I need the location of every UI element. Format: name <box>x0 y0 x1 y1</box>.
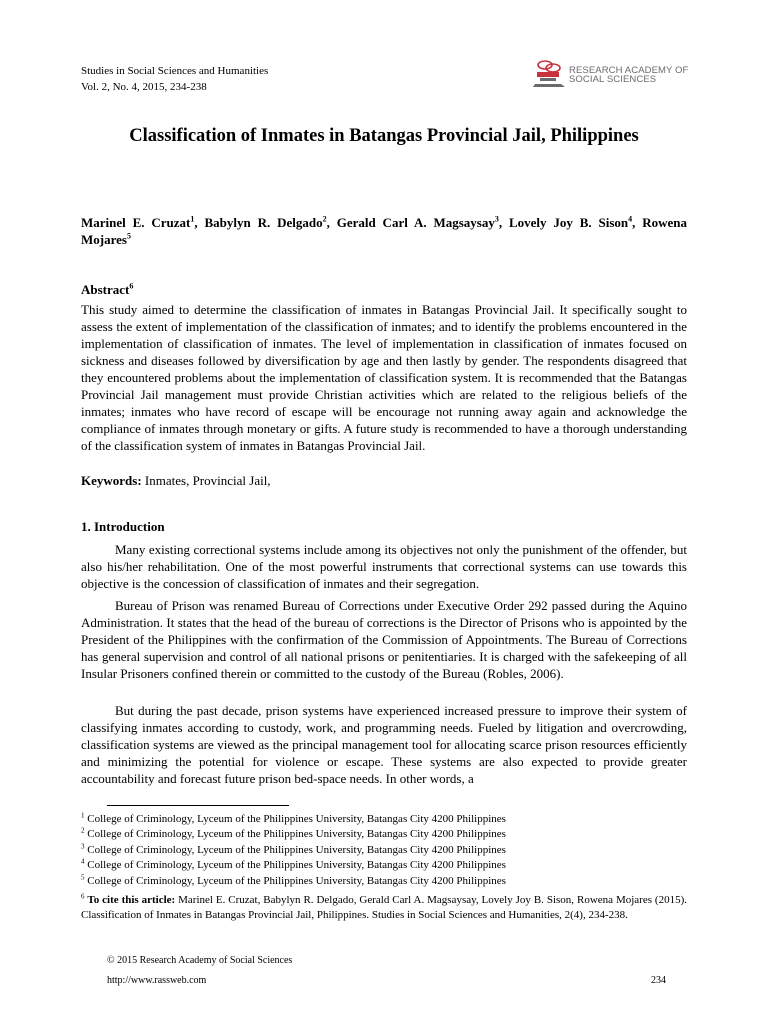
footnote <box>81 843 506 857</box>
author-list <box>81 214 687 248</box>
keywords <box>81 472 687 489</box>
author-separator: , <box>194 215 205 230</box>
footnote-marker: 2 <box>81 826 85 835</box>
footnote-text: College of Criminology, Lyceum of the Philippines University, Batangas City 4200 Philippines <box>84 813 506 825</box>
copyright-notice: © 2015 Research Academy of Social Sciences <box>107 955 293 966</box>
citation-label: To cite this article: <box>87 894 176 906</box>
section-heading-introduction: 1. Introduction <box>81 519 165 534</box>
logo-text-line1: RESEARCH ACADEMY OF <box>569 65 689 76</box>
footnote <box>81 858 506 872</box>
paper-title: Classification of Inmates in Batangas Provincial Jail, Philippines <box>129 126 639 146</box>
footnote-text: College of Criminology, Lyceum of the Philippines University, Batangas City 4200 Philippines <box>84 875 506 887</box>
author-affiliation-marker: 3 <box>494 214 499 224</box>
intro-paragraph-1: Many existing correctional systems include among its objectives not only the punishment of the offender, but also his/her rehabilitation. One of the most powerful instruments that correctional systems can use towards this objective is the concession of classification of inmates and their segregation. <box>81 542 687 591</box>
intro-paragraph-3: But during the past decade, prison systems have experienced increased pressure to improve their system of classifying inmates according to custody, work, and programming needs. Fueled by litigation and overcrowding, classification systems are viewed as the principal management tool for allocating scarce prison resources efficiently and minimizing the potential for violence or escape. These systems are also expected to provide greater accountability and forecast future prison bed-space needs. In other words, a <box>81 703 687 786</box>
footnote-marker: 4 <box>81 857 85 866</box>
author-separator: , <box>326 215 337 230</box>
footnote-text: College of Criminology, Lyceum of the Philippines University, Batangas City 4200 Philippines <box>84 859 506 871</box>
publisher-url[interactable]: http://www.rassweb.com <box>107 975 207 986</box>
footnote-marker: 1 <box>81 811 85 820</box>
page-number: 234 <box>651 975 666 986</box>
abstract-text: This study aimed to determine the classification of inmates in Batangas Provincial Jail. It specifically sought to assess the extent of implementation of the classification of inmates; and to identify the problems encountered in the implementation of classification of inmates. The level of implementation in classification of inmates focused on sickness and diseases followed by diversification by age and then lastly by gender. The respondents disagreed that they encountered problems about the implementation of classification system. It is recommended that the Batangas Provincial Jail management must provide Christian activities which are related to the religious beliefs of the inmates; inmates who have record of escape will be encourage not running away again and acknowledge the compliance of inmates through monetary or gifts. A future study is recommended to have a thorough understanding of the classification system of inmates in Batangas Provincial Jail. <box>81 302 687 453</box>
author-separator: , <box>632 215 643 230</box>
journal-name: Studies in Social Sciences and Humanities <box>81 65 269 77</box>
abstract-heading <box>81 281 133 298</box>
citation-text: Marinel E. Cruzat, Babylyn R. Delgado, Gerald Carl A. Magsaysay, Lovely Joy B. Sison, Rowena Mojares (2015). Classification of Inmates in Batangas Provincial Jail, Philippines. Studies in Social Sciences and Humanities, 2(4), 234-238. <box>81 894 687 921</box>
author-affiliation-marker: 4 <box>628 214 633 224</box>
footnote-text: College of Criminology, Lyceum of the Philippines University, Batangas City 4200 Philippines <box>84 844 506 856</box>
footnote <box>81 827 506 841</box>
footnote <box>81 874 506 888</box>
author-name: Lovely Joy B. Sison <box>508 215 629 230</box>
abstract-footnote-marker: 6 <box>129 281 134 291</box>
author-affiliation-marker: 5 <box>126 231 131 241</box>
author-name: Rowena Mojares <box>81 215 688 247</box>
logo-text-line2: SOCIAL SCIENCES <box>569 74 657 85</box>
author-name: Babylyn R. Delgado <box>204 215 323 230</box>
footnote <box>81 812 506 826</box>
volume-info: Vol. 2, No. 4, 2015, 234-238 <box>81 81 207 93</box>
footnote-marker: 3 <box>81 842 85 851</box>
abstract-heading-text: Abstract <box>81 282 130 297</box>
author-affiliation-marker: 1 <box>190 214 195 224</box>
author-name: Gerald Carl A. Magsaysay <box>336 215 495 230</box>
footnote-marker: 5 <box>81 873 85 882</box>
keywords-values: Inmates, Provincial Jail, <box>141 473 271 488</box>
author-affiliation-marker: 2 <box>322 214 327 224</box>
publisher-logo <box>533 56 703 90</box>
keywords-label: Keywords: <box>81 473 142 488</box>
citation-marker: 6 <box>81 892 85 901</box>
footnote-divider <box>107 805 289 806</box>
author-name: Marinel E. Cruzat <box>81 215 191 230</box>
intro-paragraph-2: Bureau of Prison was renamed Bureau of Corrections under Executive Order 292 passed during the Aquino Administration. It states that the head of the bureau of corrections is the Director of Prisons who is appointed by the President of the Philippines with the confirmation of the Commission of Appointments. The Bureau of Corrections has general supervision and control of all national prisons or penitentiaries. It is charged with the safekeeping of all Insular Prisoners confined therein or committed to the custody of the Bureau (Robles, 2006). <box>81 598 687 681</box>
footnote-text: College of Criminology, Lyceum of the Philippines University, Batangas City 4200 Philippines <box>84 828 506 840</box>
author-separator: , <box>498 215 509 230</box>
rass-logo-icon <box>533 56 569 90</box>
citation-note <box>81 893 687 923</box>
